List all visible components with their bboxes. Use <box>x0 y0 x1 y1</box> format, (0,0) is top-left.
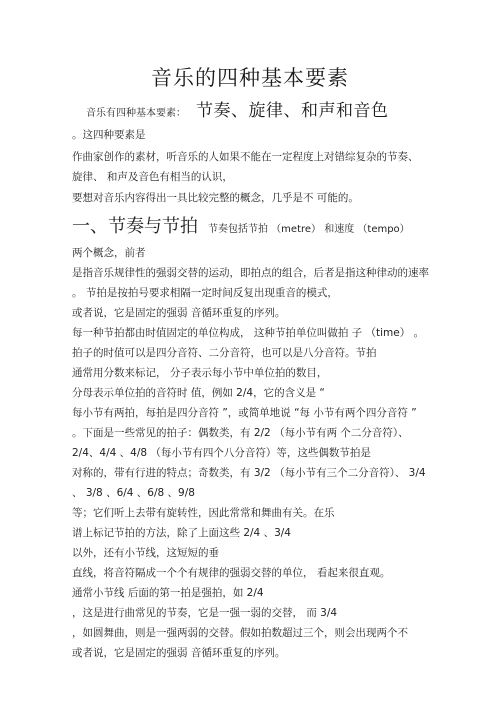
text-line: 、 3/8 、6/4 、6/8 、9/8 <box>72 487 195 499</box>
text-line: 。这四种要素是 <box>72 129 146 141</box>
text-line: 。下面是一些常见的拍子：偶数类，有 2/2 （每小节有两 个二分音符）、 <box>72 427 409 439</box>
text-line: 作曲家创作的素材，听音乐的人如果不能在一定程度上对错综复杂的节奏、 <box>72 151 419 163</box>
section-heading-line <box>72 216 410 237</box>
text-line: 要想对音乐内容得出一具比较完整的概念，几乎是不 可能的。 <box>72 192 359 204</box>
text-line: 或者说，它是固定的强弱 音循环重复的序列。 <box>72 307 286 319</box>
text-line: 对称的，带有行进的特点；奇数类，有 3/2 （每小节有三个二分音符）、 3/4 <box>72 467 426 479</box>
section-heading-tail: 节奏包括节拍 （metre） 和速度 （tempo） <box>208 224 410 235</box>
text-line: 拍子的时值可以是四分音符、二分音符，也可以是八分音符。节拍 <box>72 347 377 359</box>
intro-lead: 音乐有四种基本要素： <box>86 108 186 119</box>
text-line: 直线，将音符隔成一个个有规律的强弱交替的单位， 看起来很直观。 <box>72 567 391 579</box>
text-line: 旋律、 和声及音色有相当的认识， <box>72 171 233 183</box>
text-line: 每一种节拍都由时值固定的单位构成， 这种节拍单位叫做拍 子 （time） 。 <box>72 327 425 339</box>
text-line: 每小节有两拍，每拍是四分音符 ”，或简单地说 “每 小节有两个四分音符 ” <box>72 407 417 419</box>
text-line: 等；它们听上去带有旋转性，因此常常和舞曲有关。在乐 <box>72 507 335 519</box>
text-line: ，这是进行曲常见的节奏，它是一强一弱的交替， 而 3/4 <box>72 607 338 619</box>
text-line: 通常小节线 后面的第一拍是强拍，如 2/4 <box>72 587 264 599</box>
text-line: 。 节拍是按拍号要求相隔一定时间反复出现重音的模式， <box>72 287 338 299</box>
intro-highlight: 节奏、旋律、和声和音色 <box>196 101 389 121</box>
text-line: 以外，还有小节线，这短短的垂 <box>72 547 219 559</box>
text-line: 两个概念，前者 <box>72 247 146 259</box>
intro-line <box>86 101 389 121</box>
text-line: 谱上标记节拍的方法，除了上面这些 2/4 、3/4 <box>72 527 291 539</box>
text-line: ，如圆舞曲，则是一强两弱的交替。假如拍数超过三个，则会出现两个不 <box>72 627 408 639</box>
text-line: 2/4、4/4 、4/8 （每小节有四个八分音符）等，这些偶数节拍是 <box>72 447 371 459</box>
text-line: 分母表示单位拍的音符时 值，例如 2/4，它的含义是 “ <box>72 387 325 399</box>
section-heading: 一、节奏与节拍 <box>72 216 198 237</box>
text-line: 或者说，它是固定的强弱 音循环重复的序列。 <box>72 647 286 659</box>
text-line: 是指音乐规律性的强弱交替的运动，即拍点的组合，后者是指这种律动的速率 <box>72 267 429 279</box>
text-line: 通常用分数来标记， 分子表示每小节中单位拍的数目， <box>72 367 328 379</box>
page-title: 音乐的四种基本要素 <box>151 66 349 90</box>
